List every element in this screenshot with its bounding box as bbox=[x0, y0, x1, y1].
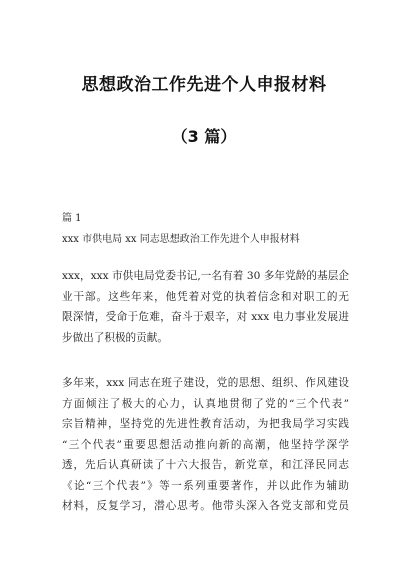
document-title: 思想政治工作先进个人申报材料 bbox=[81, 75, 327, 95]
paragraph-line: “三个代表”重要思想活动推向新的高潮，他坚持学深学 bbox=[62, 438, 349, 451]
paragraph-line: 限深情，受命于危难，奋斗于艰辛，对 xxx 电力事业发展进 bbox=[62, 311, 349, 323]
paragraph-line: 宗旨精神，坚持党的先进性教育活动，为把我局学习实践 bbox=[62, 418, 349, 430]
body-paragraph bbox=[62, 373, 349, 517]
paragraph-line: 材料，反复学习，潜心思考。他带头深入各党支部和党员 bbox=[62, 500, 349, 512]
body-paragraph bbox=[62, 266, 349, 348]
paragraph-line: 《论“三个代表”》等一系列重要著作，并以此作为辅助 bbox=[62, 479, 349, 492]
paragraph-line: 步做出了积极的贡献。 bbox=[62, 331, 168, 344]
paragraph-line: 方面倾注了极大的心力，认真地贯彻了党的“三个代表” bbox=[62, 397, 349, 410]
paragraph-line: 多年来，xxx 同志在班子建设，党的思想、组织、作风建设 bbox=[62, 377, 349, 389]
paragraph-line: 透，先后认真研读了十六大报告，新党章，和江泽民同志 bbox=[62, 459, 349, 471]
section-title: xxx 市供电局 xx 同志思想政治工作先进个人申报材料 bbox=[62, 234, 300, 245]
section-label: 篇 1 bbox=[62, 213, 82, 224]
paragraph-line: 业干部。这些年来，他凭着对党的执着信念和对职工的无 bbox=[62, 290, 349, 303]
document-count: （3 篇） bbox=[171, 127, 237, 146]
paragraph-line: xxx，xxx 市供电局党委书记,一名有着 30 多年党龄的基层企 bbox=[62, 270, 349, 282]
